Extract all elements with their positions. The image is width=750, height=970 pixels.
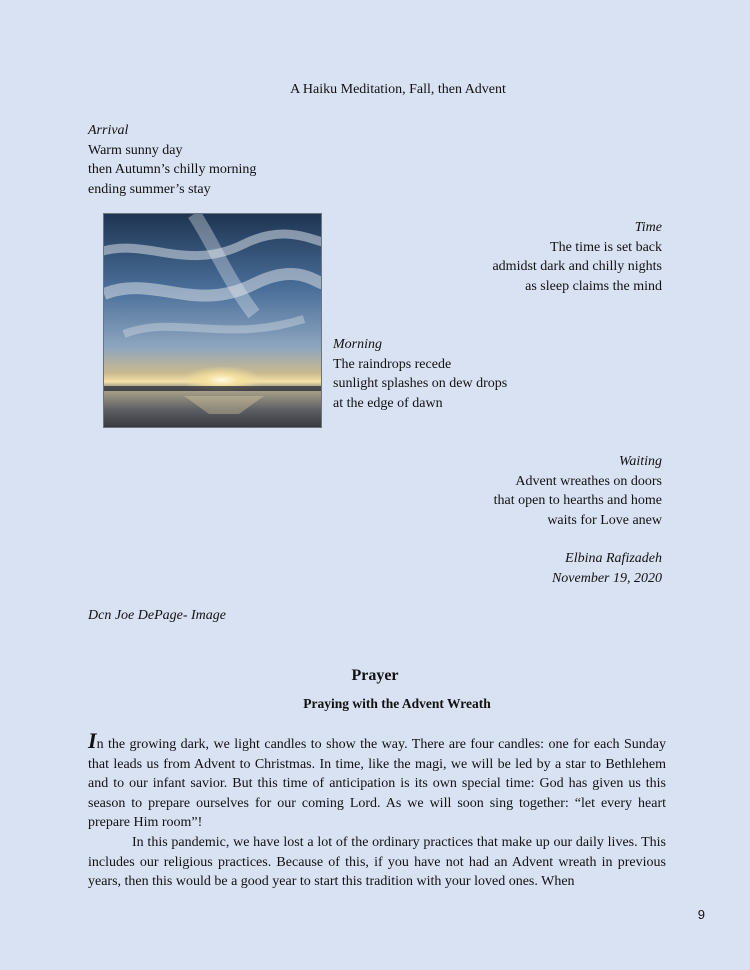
haiku-time <box>492 218 662 296</box>
haiku-heading: Time <box>634 220 662 235</box>
prayer-body <box>88 728 666 892</box>
author-signature <box>552 549 662 588</box>
drop-cap: I <box>88 728 97 753</box>
haiku-line: Warm sunny day <box>88 142 183 158</box>
haiku-line: The raindrops recede <box>333 356 452 372</box>
image-credit: Dcn Joe DePage- Image <box>88 608 226 623</box>
haiku-line: ending summer’s stay <box>88 181 211 197</box>
prayer-heading: Prayer <box>351 667 399 684</box>
haiku-line: The time is set back <box>550 239 662 255</box>
haiku-line: then Autumn’s chilly morning <box>88 162 257 177</box>
haiku-line: Advent wreathes on doors <box>515 473 662 489</box>
haiku-line: waits for Love anew <box>547 512 662 528</box>
haiku-line: admidst dark and chilly nights <box>492 259 662 274</box>
haiku-morning <box>333 335 507 413</box>
page-number: 9 <box>697 907 705 922</box>
haiku-line: sunlight splashes on dew drops <box>333 376 508 391</box>
prayer-paragraph <box>88 728 666 833</box>
prayer-subheading: Praying with the Advent Wreath <box>303 696 491 711</box>
haiku-line: that open to hearths and home <box>493 493 662 508</box>
author-name: Elbina Rafizadeh <box>565 551 662 566</box>
haiku-heading: Arrival <box>88 123 129 138</box>
haiku-line: as sleep claims the mind <box>525 278 662 294</box>
haiku-heading: Morning <box>333 337 382 352</box>
prayer-paragraph: In this pandemic, we have lost a lot of the ordinary practices that make up our daily lives. This includes our religious practices. Because of this, if you have not had an Advent wreath in previous years, then this would be a good year to start this tradition with your loved ones. When <box>88 834 666 890</box>
paragraph-text: n the growing dark, we light candles to show the way. There are four candles: one for each Sunday that leads us from Advent to Christmas. In time, like the magi, we will be led by a star to Bethlehem and to our infant savior. But this time of anticipation is its own special time: God has given us this season to prepare ourselves for our coming Lord. As we will soon sing together: “let every heart prepare Him room”! <box>88 737 666 831</box>
haiku-line: at the edge of dawn <box>333 395 443 411</box>
haiku-waiting <box>494 452 662 530</box>
haiku-heading: Waiting <box>618 454 662 469</box>
sunrise-photo <box>103 213 322 428</box>
page-title: A Haiku Meditation, Fall, then Advent <box>290 82 506 97</box>
author-date: November 19, 2020 <box>551 570 662 586</box>
haiku-arrival <box>88 121 256 199</box>
